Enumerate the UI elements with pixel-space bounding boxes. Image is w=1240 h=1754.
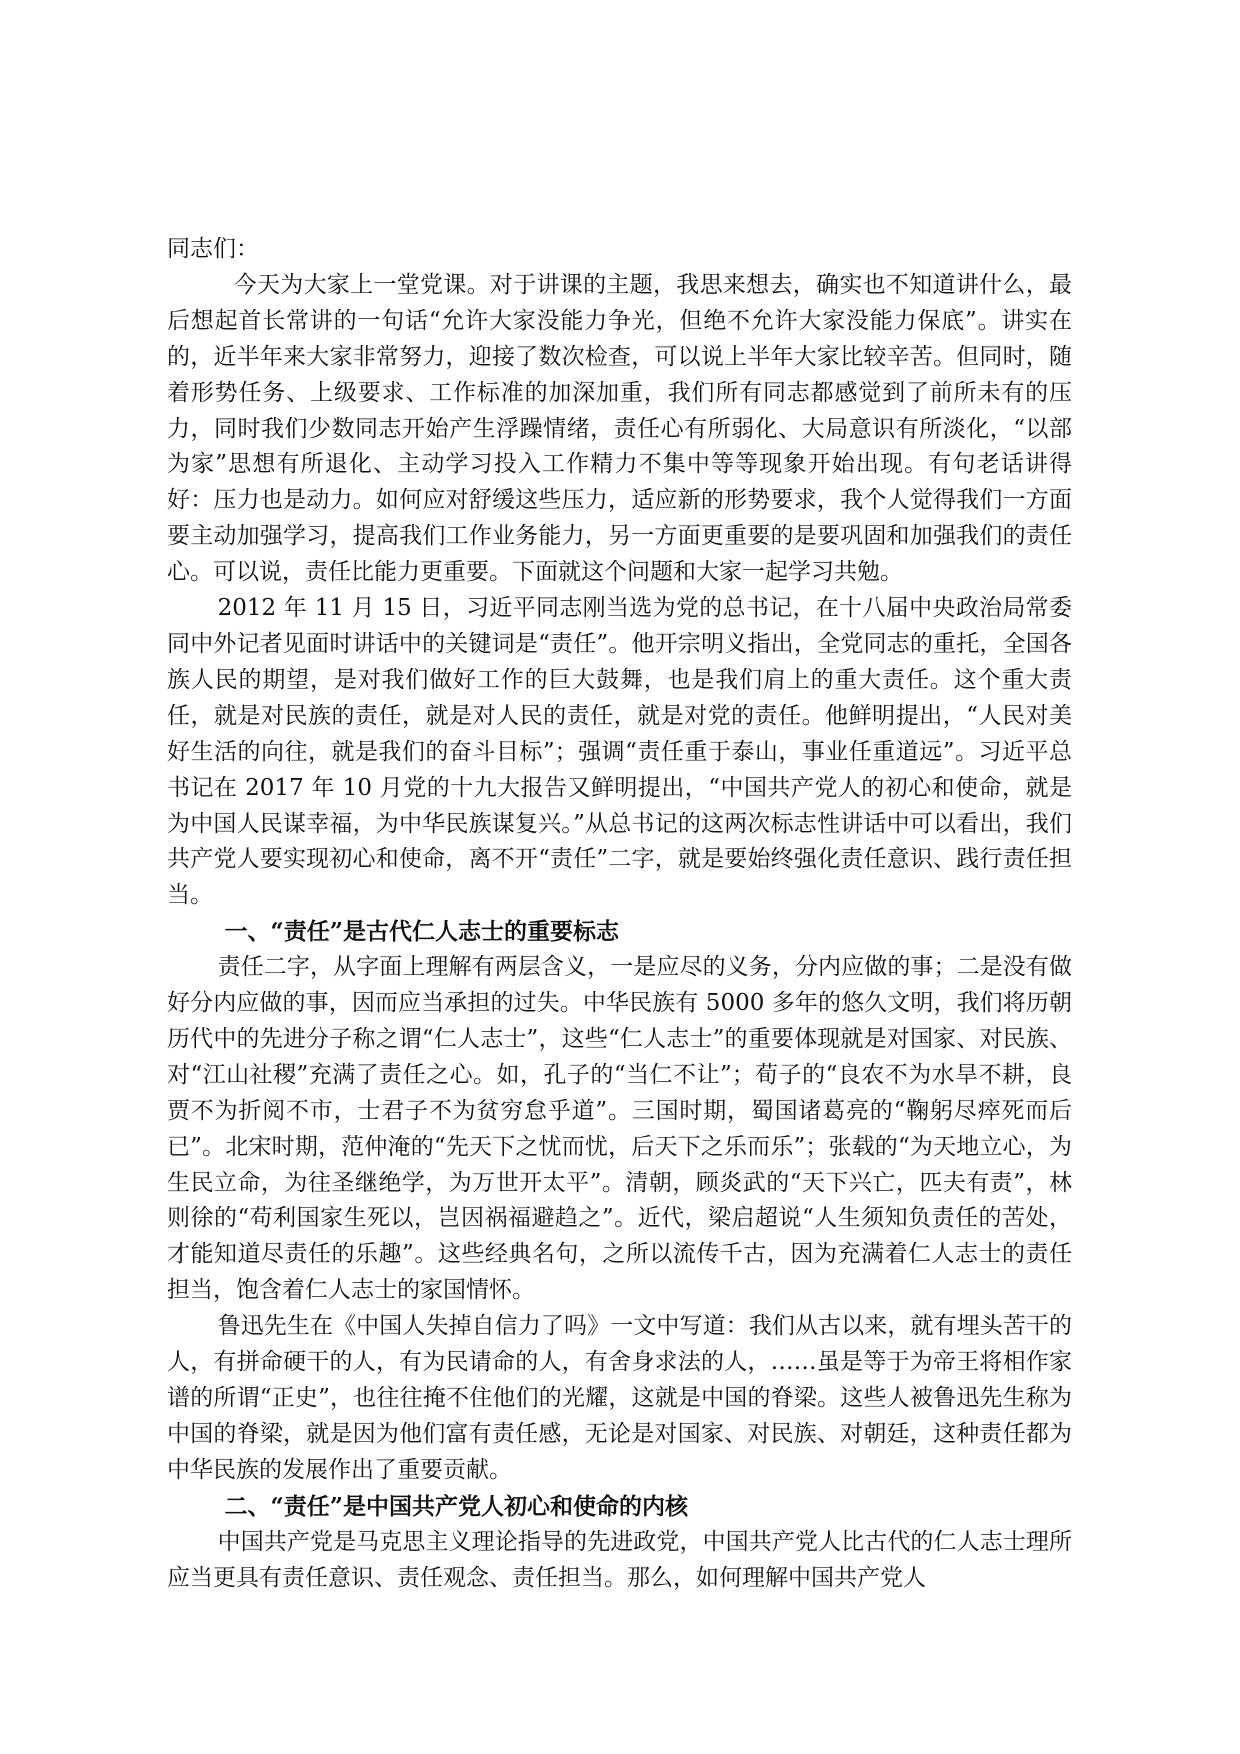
document-body (167, 232, 1072, 1596)
section-paragraph: 鲁迅先生在《中国人失掉自信力了吗》一文中写道：我们从古以来，就有埋头苦干的人，有拼命硬干的人，有为民请命的人，有舍身求法的人，……虽是等于为帝王将相作家谱的所谓“正史”，也往往掩不住他们的光耀，这就是中国的脊梁。这些人被鲁迅先生称为中国的脊梁，就是因为他们富有责任感，无论是对国家、对民族、对朝廷，这种责任都为中华民族的发展作出了重要贡献。 (167, 1313, 1072, 1483)
intro-paragraph: 2012 年 11 月 15 日，习近平同志刚当选为党的总书记，在十八届中央政治局常委同中外记者见面时讲话中的关键词是“责任”。他开宗明义指出，全党同志的重托，全国各族人民的期望，是对我们做好工作的巨大鼓舞，也是我们肩上的重大责任。这个重大责任，就是对民族的责任，就是对人民的责任，就是对党的责任。他鲜明提出，“人民对美好生活的向往，就是我们的奋斗目标”；强调“责任重于泰山，事业任重道远”。习近平总书记在 2017 年 10 月党的十九大报告又鲜明提出，“中国共产党人的初心和使命，就是为中国人民谋幸福，为中华民族谋复兴。”从总书记的这两次标志性讲话中可以看出，我们共产党人要实现初心和使命，离不开“责任”二字，就是要始终强化责任意识、践行责任担当。 (167, 595, 1072, 909)
greeting: 同志们： (167, 236, 259, 262)
intro-paragraph: 今天为大家上一堂党课。对于讲课的主题，我思来想去，确实也不知道讲什么，最后想起首长常讲的一句话“允许大家没能力争光，但绝不允许大家没能力保底”。讲实在的，近半年来大家非常努力，迎接了数次检查，可以说上半年大家比较辛苦。但同时，随着形势任务、上级要求、工作标准的加深加重，我们所有同志都感觉到了前所未有的压力，同时我们少数同志开始产生浮躁情绪，责任心有所弱化、大局意识有所淡化，“以部为家”思想有所退化、主动学习投入工作精力不集中等等现象开始出现。有句老话讲得好：压力也是动力。如何应对舒缓这些压力，适应新的形势要求，我个人觉得我们一方面要主动加强学习，提高我们工作业务能力，另一方面更重要的是要巩固和加强我们的责任心。可以说，责任比能力更重要。下面就这个问题和大家一起学习共勉。 (167, 271, 1072, 586)
section-paragraph: 责任二字，从字面上理解有两层含义，一是应尽的义务，分内应做的事；二是没有做好分内应做的事，因而应当承担的过失。中华民族有 5000 多年的悠久文明，我们将历朝历代中的先进分子称之谓“仁人志士”，这些“仁人志士”的重要体现就是对国家、对民族、对“江山社稷”充满了责任之心。如，孔子的“当仁不让”；荀子的“良农不为水旱不耕，良贾不为折阅不市，士君子不为贫穷怠乎道”。三国时期，蜀国诸葛亮的“鞠躬尽瘁死而后已”。北宋时期，范仲淹的“先天下之忧而忧，后天下之乐而乐”；张载的“为天地立心，为生民立命，为往圣继绝学，为万世开太平”。清朝，顾炎武的“天下兴亡，匹夫有责”，林则徐的“苟利国家生死以，岂因祸福避趋之”。近代，梁启超说“人生须知负责任的苦处，才能知道尽责任的乐趣”。这些经典名句，之所以流传千古，因为充满着仁人志士的责任担当，饱含着仁人志士的家国情怀。 (167, 954, 1072, 1304)
section-heading: 二、“责任”是中国共产党人初心和使命的内核 (224, 1492, 688, 1520)
section-heading: 一、“责任”是古代仁人志士的重要标志 (224, 918, 619, 946)
section-paragraph: 中国共产党是马克思主义理论指导的先进政党，中国共产党人比古代的仁人志士理所应当更具有责任意识、责任观念、责任担当。那么，如何理解中国共产党人 (167, 1528, 1072, 1591)
